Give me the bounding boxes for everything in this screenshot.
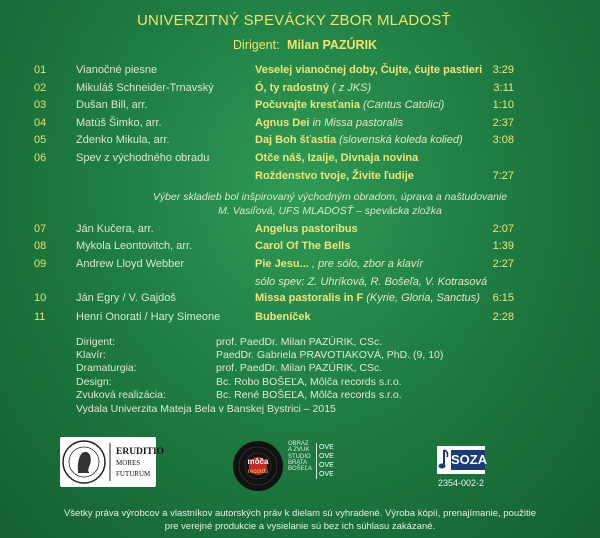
- note-line-1: Výber skladieb bol inšpirovaný východným obradom, úprava a naštudovanie: [152, 191, 508, 203]
- track-title-detail: (Kyrie, Gloria, Sanctus): [366, 292, 480, 304]
- vinyl-record-icon: [232, 440, 284, 492]
- track-row: [0, 99, 600, 114]
- conductor-line: [233, 38, 377, 52]
- track-title-main: Angelus pastoribus: [255, 223, 358, 235]
- track-number: 05: [34, 134, 47, 146]
- soza-text: SOZA: [451, 450, 485, 470]
- track-title: [255, 276, 487, 288]
- note-line-2: M. Vasiľová, UFS MLADOSŤ – spevácka zložka: [218, 205, 442, 217]
- track-title: [255, 99, 444, 111]
- credit-value: Bc. Robo BOŠEĽA, Môlča records s.r.o.: [216, 376, 402, 388]
- track-row: [0, 82, 600, 97]
- studio-logo: [288, 441, 334, 491]
- track-title: [255, 170, 414, 182]
- track-row: [0, 64, 600, 79]
- album-title: UNIVERZITNÝ SPEVÁCKY ZBOR MLADOSŤ: [137, 12, 451, 29]
- molca-records-logo: [232, 440, 284, 492]
- umb-motto-3: FUTURUM: [116, 470, 151, 478]
- studio-line: BOŠEĽA: [288, 466, 313, 473]
- track-title-detail: ( z JKS): [332, 82, 372, 94]
- track-composer: Henri Onorati / Hary Simeone: [76, 311, 221, 323]
- track-duration: 1:10: [492, 99, 514, 111]
- track-title: [255, 134, 463, 146]
- track-title: [255, 311, 311, 323]
- track-row: [0, 292, 600, 307]
- conductor-name: Milan PAZÚRIK: [287, 38, 378, 52]
- track-title-main: Počuvajte kresťania: [255, 99, 360, 111]
- track-duration: 3:08: [492, 134, 514, 146]
- track-row: [0, 276, 600, 291]
- credit-value: prof. PaedDr. Milan PAZÚRIK, CSc.: [216, 336, 383, 348]
- credit-value: prof. PaedDr. Milan PAZÚRIK, CSc.: [216, 362, 383, 374]
- track-title: [255, 240, 350, 252]
- track-row: [0, 240, 600, 255]
- track-duration: 2:07: [492, 223, 514, 235]
- track-duration: 2:27: [492, 258, 514, 270]
- track-row: [0, 223, 600, 238]
- studio-mark: OVE: [319, 444, 334, 451]
- track-title-main: Carol Of The Bells: [255, 240, 351, 252]
- track-title: [255, 223, 358, 235]
- track-title-main: Bubeníček: [255, 311, 311, 323]
- track-composer: Mykola Leontovitch, arr.: [76, 240, 193, 252]
- track-duration: 2:28: [492, 311, 514, 323]
- track-number: 02: [34, 82, 47, 94]
- track-number: 04: [34, 117, 47, 129]
- umb-motto-1: ERUDITIO: [116, 447, 165, 457]
- track-duration: 7:27: [492, 170, 514, 182]
- catalog-number: 2354-002-2: [438, 478, 485, 488]
- credit-label: Dramaturgia:: [76, 362, 137, 374]
- track-title: [255, 82, 371, 94]
- track-title: [255, 117, 403, 129]
- track-duration: 3:29: [492, 64, 514, 76]
- track-row: [0, 134, 600, 149]
- track-row: [0, 311, 600, 326]
- track-title-main: Ó, ty radostný: [255, 82, 329, 94]
- track-number: 09: [34, 258, 47, 270]
- track-duration: 3:11: [493, 82, 514, 94]
- track-row: [0, 170, 600, 185]
- svg-text:môča: môča: [247, 457, 269, 466]
- track-title: [255, 64, 482, 76]
- track-duration: 6:15: [492, 292, 514, 304]
- track-title-main: Missa pastoralis in F: [255, 292, 364, 304]
- track-row: [0, 117, 600, 132]
- studio-mark: OVE: [319, 453, 334, 460]
- track-number: 06: [34, 152, 47, 164]
- soza-logo: [437, 446, 488, 474]
- track-number: 03: [34, 99, 47, 111]
- track-title-detail: , pre sólo, zbor a klavír: [311, 258, 424, 270]
- credit-label: Dirigent:: [76, 336, 116, 348]
- umb-motto-2: MORES: [116, 459, 141, 467]
- track-number: 01: [34, 64, 47, 76]
- track-duration: 1:39: [492, 240, 514, 252]
- track-composer: Mikuláš Schneider-Trnavský: [76, 82, 214, 94]
- copyright-line-1: Všetky práva výrobcov a vlastníkov autorských práv k dielam sú vyhradené. Výroba kópií, prenajímanie, použitie: [63, 508, 537, 519]
- credit-label: Zvuková realizácia:: [76, 389, 166, 401]
- publisher-line: Vydala Univerzita Mateja Bela v Banskej Bystrici – 2015: [76, 403, 336, 415]
- track-title-detail: in Missa pastoralis: [312, 117, 403, 129]
- track-title-detail: sólo spev: Z. Uhríková, R. Bošeľa, V. Kotrasová: [255, 276, 488, 288]
- track-title-main: Roždenstvo tvoje, Živite ľudije: [255, 170, 414, 182]
- track-title-main: Veselej vianočnej doby, Čujte, čujte pastieri: [255, 64, 483, 76]
- track-row: [0, 152, 600, 167]
- credit-value: Bc. René BOŠEĽA, Môlča records s.r.o.: [216, 389, 402, 401]
- svg-text:records: records: [247, 469, 269, 475]
- track-composer: Andrew Lloyd Webber: [76, 258, 185, 270]
- track-title: [255, 152, 418, 164]
- conductor-label: Dirigent:: [233, 38, 280, 52]
- track-number: 08: [34, 240, 47, 252]
- track-composer: Vianočné piesne: [76, 64, 158, 76]
- track-composer: Matúš Šimko, arr.: [76, 117, 162, 129]
- university-logo: [60, 437, 165, 487]
- studio-mark: OVE: [319, 462, 334, 469]
- studio-line: BRATA: [288, 459, 308, 466]
- track-composer: Ján Egry / V. Gajdoš: [76, 292, 176, 304]
- track-composer: Dušan Bill, arr.: [76, 99, 148, 111]
- credit-label: Klavír:: [76, 349, 106, 361]
- track-title-main: Pie Jesu...: [255, 258, 309, 270]
- track-title-main: Agnus Dei: [255, 117, 310, 129]
- track-number: 10: [34, 292, 47, 304]
- track-composer: Ján Kučera, arr.: [76, 223, 154, 235]
- track-title: [255, 258, 423, 270]
- track-number: 07: [34, 223, 47, 235]
- track-number: 11: [34, 311, 46, 323]
- track-title: [255, 292, 480, 304]
- track-composer: Zdenko Mikula, arr.: [76, 134, 170, 146]
- studio-line: A ZVUK: [288, 447, 310, 454]
- track-row: [0, 258, 600, 273]
- studio-line: STUDIO: [288, 453, 311, 460]
- track-title-main: Otče náš, Izaije, Divnaja novina: [255, 152, 419, 164]
- studio-mark: OVE: [319, 471, 334, 478]
- copyright-line-2: pre verejné produkcie a vysielanie sú bez ich súhlasu zakázané.: [164, 521, 436, 532]
- track-title-main: Daj Boh šťastia: [255, 134, 337, 146]
- track-composer: Spev z východného obradu: [76, 152, 210, 164]
- track-title-detail: (Cantus Catolici): [363, 99, 445, 111]
- credit-label: Design:: [76, 376, 112, 388]
- arrangement-note: [140, 190, 520, 218]
- track-title-detail: (slovenská koleda kolied): [339, 134, 463, 146]
- credit-value: PaedDr. Gabriela PRAVOTIAKOVÁ, PhD. (9, 10): [216, 349, 444, 361]
- studio-line: OBRAZ: [288, 441, 309, 447]
- track-duration: 2:37: [492, 117, 514, 129]
